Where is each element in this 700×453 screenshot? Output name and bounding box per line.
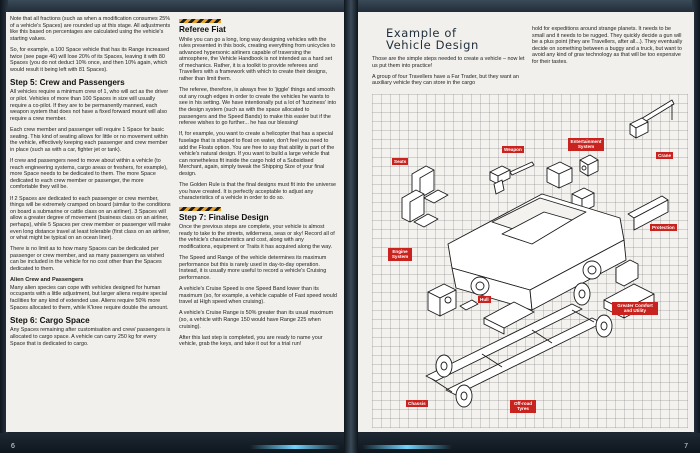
paragraph: Note that all fractions (such as when a modification consumes 25% of a vehicle's Spaces) are rounded up at this stage. All adjustments like this based on percentages are calculated using the vehicle's starting values. bbox=[10, 16, 171, 42]
seats-illustration bbox=[402, 166, 448, 227]
page-title: Example of Vehicle Design bbox=[386, 26, 479, 52]
paragraph: After this last step is completed, you are ready to name your vehicle, grab the keys, and take it out for a trial run! bbox=[179, 334, 323, 348]
paragraph: Those are the simple steps needed to create a vehicle – now let us put them into practice! bbox=[372, 56, 525, 69]
vehicle-diagram-svg bbox=[372, 94, 688, 428]
subheading-alien-crew: Alien Crew and Passengers bbox=[10, 277, 84, 284]
paragraph: Any Spaces remaining after customisation and crew/ passengers is allocated to cargo space. A vehicle can carry 250 kg for every Space that is dedicated to cargo. bbox=[10, 327, 171, 347]
heading-step-5: Step 5: Crew and Passengers bbox=[10, 77, 125, 87]
frame-glow-left bbox=[250, 445, 340, 449]
hazard-stripe bbox=[179, 207, 221, 211]
label-protection: Protection bbox=[652, 225, 675, 230]
intro-text-continued bbox=[532, 26, 684, 66]
intro-text bbox=[372, 56, 528, 92]
left-column-2 bbox=[179, 16, 338, 353]
paragraph: All vehicles require a minimum crew of 1, who will act as the driver or pilot. Vehicles of more than 100 Spaces in size will usually require a co-pilot. If they are to be permanently manned, each weapon system that does not have a fixed forward mount will also require a crew member. bbox=[10, 89, 169, 122]
heading-step-7: Step 7: Finalise Design bbox=[179, 212, 269, 222]
frame-glow-right bbox=[362, 445, 452, 449]
label-offroad-tyres: Off-road Tyres bbox=[510, 400, 536, 413]
paragraph: If crew and passengers need to move about within a vehicle (to reach engineering systems, cargo areas or freshers, for example), more Space needs to be dedicated to them. The more Space dedicated to each crew member or passenger, the more comfortable they will be. bbox=[10, 157, 168, 191]
hazard-stripe bbox=[179, 19, 221, 23]
paragraph: Each crew member and passenger will require 1 Space for basic seating. This kind of seating allows for little or no movement within the vehicle, effectively keeping each passenger and crew member in place (such as with a car, fighter jet or tank). bbox=[10, 127, 168, 153]
paragraph: The Golden Rule is that the final designs must fit into the universe you have created. It is perfectly acceptable to adjust any characteristics of a vehicle in order to do so. bbox=[179, 182, 337, 202]
paragraph: There is no limit as to how many Spaces can be dedicated per passenger or crew member, and as many passengers as wished can be included in the vehicle for no cost other than the Spaces dedicated to them. bbox=[10, 246, 165, 273]
engine-illustration bbox=[428, 284, 456, 316]
paragraph: So, for example, a 100 Space vehicle that has its Range increased twice (see page 46) will lose 20% of its Spaces, leaving it with 80 Spaces (you do not deduct 10% once, and then 10% again, which would result it being left with 81 Spaces). bbox=[10, 46, 170, 73]
label-entertainment-system: Entertainment System bbox=[568, 138, 604, 151]
weapon-illustration bbox=[490, 162, 534, 194]
heading-referee-fiat: Referee Fiat bbox=[179, 25, 226, 34]
left-page bbox=[6, 12, 344, 432]
paragraph: While you can go a long, long way designing vehicles with the rules presented in this book, creating everything from unicycles to advanced hypersonic airliners capable of traversing the atmosphere, the Vehicle Handbook is not intended as a hard set of mechanics. Rather, it is a toolkit to provide referees and Travellers with a framework with which to create their designs, rather than limit them. bbox=[179, 36, 336, 83]
left-column-1 bbox=[10, 16, 173, 352]
page-number-left: 6 bbox=[11, 443, 15, 450]
right-page bbox=[358, 12, 694, 432]
book-spine bbox=[344, 0, 358, 453]
heading-step-6: Step 6: Cargo Space bbox=[10, 315, 90, 325]
vehicle-body-illustration bbox=[448, 194, 626, 310]
page-number-right: 7 bbox=[684, 443, 688, 450]
label-engine-system: Engine System bbox=[388, 248, 412, 261]
label-greater-comfort: Greater Comfort and Utility bbox=[612, 302, 658, 315]
label-hull: Hull bbox=[480, 297, 489, 302]
paragraph: hold for expeditions around strange planets. It needs to be small and it needs to be rugged. They quickly decide a gun will be a plus point (they are Travellers, after all...). They eventually decide on something between a buggy and a truck, but want to avoid any kind of grav technology as that will be too expensive for their tastes. bbox=[532, 26, 683, 65]
paragraph: If, for example, you want to create a helicopter that has a special fuselage that is shaped to float on water, don't feel you need to add the Floats option. You are free to say that ability is part of the vehicle's natural design. If you want to build a large vehicle that can nonetheless fit inside the cargo hold of a Subsidised Merchant, again, simply tweak the Shipping Size of your final design. bbox=[179, 131, 335, 177]
paragraph: Once the previous steps are complete, your vehicle is almost ready to take to the streets, wilderness, seas or sky! Record all of the vehicle's characteristics and cost, along with any modifications, equipment or Traits it has acquired along the way. bbox=[179, 224, 335, 250]
paragraph: Many alien species can cope with vehicles designed for human occupants with a little adjustment, but larger aliens require special facilities for any kind of extended use. Aliens require 50% more Spaces allocated to them, while K'kree require double the amount. bbox=[10, 284, 169, 311]
paragraph: A vehicle's Cruise Speed is one Speed Band lower than its maximum (so, for example, a vehicle capable of Fast speed would travel at High speed when cruising). bbox=[179, 285, 337, 306]
paragraph: A group of four Travellers have a Far Trader, but they want an auxiliary vehicle they can store in the cargo bbox=[372, 73, 519, 87]
label-crane: Crane bbox=[658, 153, 672, 158]
label-chassis: Chassis bbox=[408, 401, 426, 406]
vehicle-exploded-diagram bbox=[372, 94, 688, 428]
crane-illustration bbox=[630, 100, 674, 138]
paragraph: A vehicle's Cruise Range is 50% greater than its usual maximum (so, a vehicle with Range 150 would have Range 225 when cruising). bbox=[179, 310, 334, 330]
label-seats: Seats bbox=[394, 159, 407, 164]
paragraph: The referee, therefore, is always free to 'jiggle' things and smooth out any rough edges in order to create the vehicles he wants to see in his setting. We have intentionally put a lot of 'fuzziness' into the design system (such as with the space allocated to passengers and the Speed Bands) to make this easier but if the referee wishes to go further... he has our blessing! bbox=[179, 87, 337, 127]
label-weapon: Weapon bbox=[504, 147, 522, 152]
paragraph: If 2 Spaces are dedicated to each passenger or crew member, things will be extremely cramped on board (similar to the conditions on board a submarine or cattle class on an airliner). 3 Spaces will allow a greater degree of movement (business class on an airliner, perhaps), while 5 Spaces per crew member or passenger will make even long distance travel at least tolerable (first class on an airliner, or what might be typical on an ocean liner). bbox=[10, 195, 171, 242]
paragraph: The Speed and Range of the vehicle determines its maximum performance but this is rarely used in day-to-day operation. Instead, it is usually more useful to record a vehicle's Cruising performance. bbox=[179, 255, 327, 281]
